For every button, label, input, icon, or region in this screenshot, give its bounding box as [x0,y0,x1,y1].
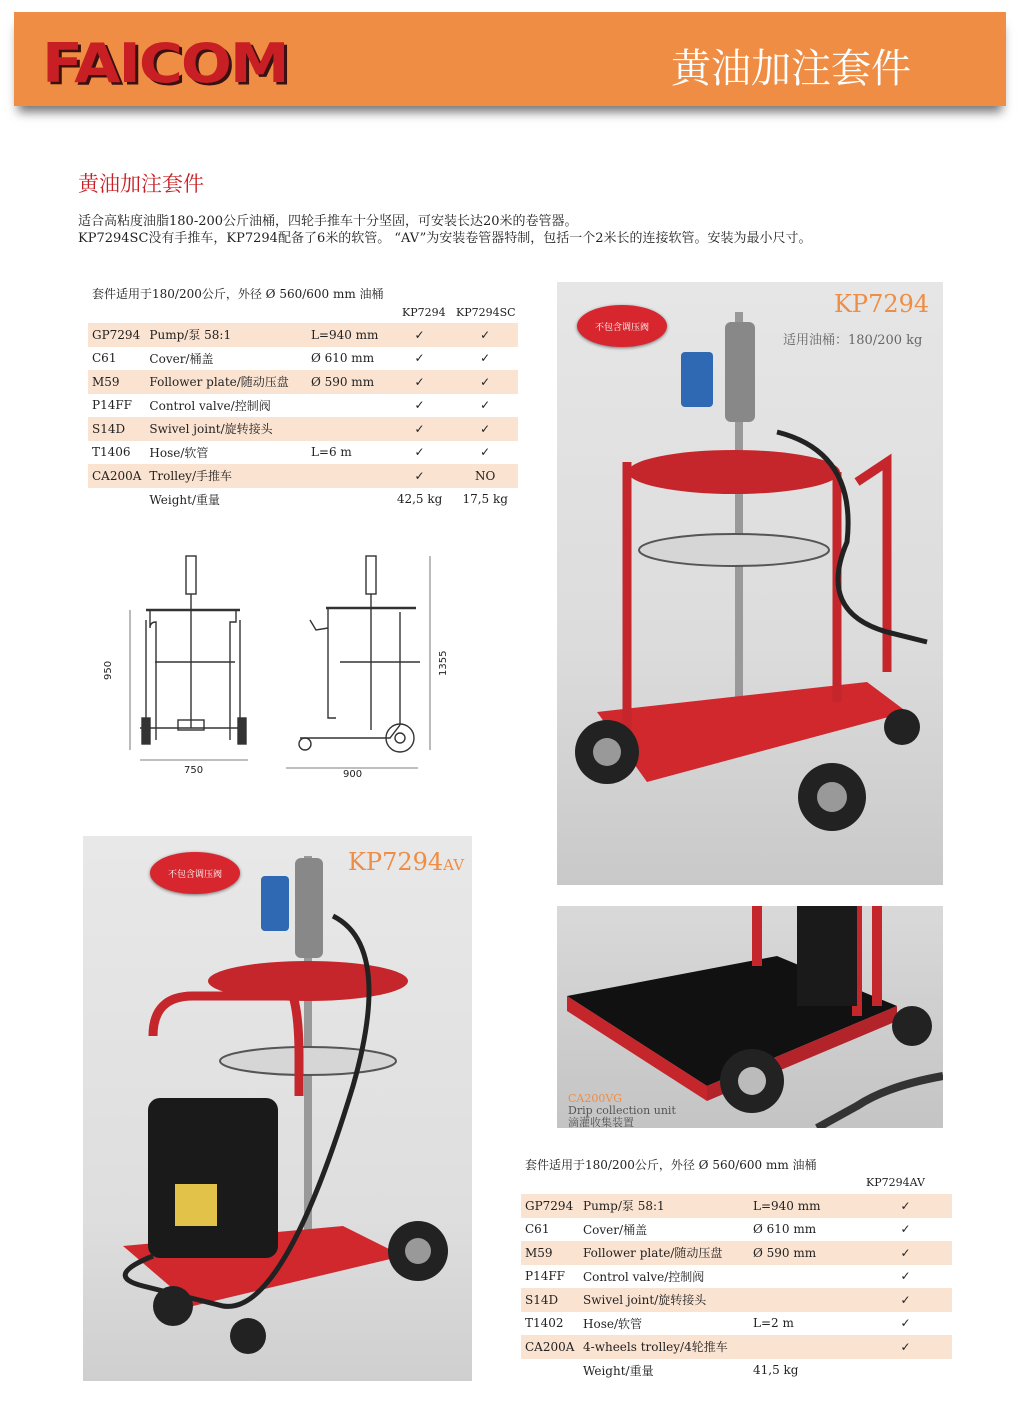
table1-row [88,347,518,371]
table1 [88,323,518,511]
row-spec: Ø 610 mm [310,351,375,366]
row-code: CA200A [88,464,145,488]
row-check-kp7294: ✓ [387,464,453,488]
row-check-kp7294av: ✓ [900,1269,911,1284]
table2-row [521,1218,952,1242]
table1-col-kp7294: KP7294 [402,306,446,319]
table2-row [521,1288,952,1312]
row-check-kp7294sc: ✓ [480,445,491,460]
table2-row [521,1335,952,1359]
row-check-kp7294sc: ✓ [452,417,518,441]
section-title: 黄油加注套件 [78,172,204,196]
row-check-kp7294av: ✓ [859,1194,952,1218]
row-code: GP7294 [88,323,145,347]
row-spec [307,464,387,488]
row-check-kp7294: ✓ [387,370,453,394]
row-check-kp7294av: ✓ [859,1241,952,1265]
photo1-badge: 不包含调压阀 [577,305,667,347]
table2-row [521,1312,952,1336]
row-spec [749,1265,859,1289]
row-check-kp7294sc: ✓ [452,370,518,394]
row-spec: L=2 m [753,1316,794,1331]
table1-row [88,323,518,347]
weight-label: Weight/重量 [149,492,220,507]
row-check-kp7294av: ✓ [900,1316,911,1331]
row-code: T1406 [92,445,131,460]
row-check-kp7294av: ✓ [900,1222,911,1237]
row-check-kp7294: ✓ [414,445,425,460]
row-code: M59 [88,370,145,394]
dim-height-side: 1355 [438,650,449,676]
trolley-kp7294-image [557,282,943,885]
table1-row [88,464,518,488]
weight-blank [307,488,387,512]
row-name: Cover/桶盖 [583,1222,648,1237]
table2-weight-row [521,1359,952,1383]
row-name: 4-wheels trolley/4轮推车 [579,1335,749,1359]
row-spec [749,1335,859,1359]
row-code: C61 [92,351,117,366]
row-code: CA200A [521,1335,579,1359]
row-code: S14D [521,1288,579,1312]
row-code: M59 [521,1241,579,1265]
row-spec: L=940 mm [749,1194,859,1218]
row-spec [307,417,387,441]
row-spec: Ø 590 mm [307,370,387,394]
intro-text [78,213,812,247]
table1-caption: 套件适用于180/200公斤，外径 Ø 560/600 mm 油桶 [92,287,384,301]
row-spec: L=940 mm [307,323,387,347]
row-check-kp7294av: ✓ [859,1288,952,1312]
row-check-kp7294sc: ✓ [452,323,518,347]
table1-weight-row [88,488,518,512]
row-code: C61 [525,1222,550,1237]
row-name: Pump/泵 58:1 [145,323,307,347]
header-title: 黄油加注套件 [671,46,911,92]
photo-kp7294av [83,836,472,1381]
photo3-en: Drip collection unit [568,1104,676,1117]
table2-row [521,1265,952,1289]
photo2-badge: 不包含调压阀 [150,852,240,894]
row-spec: Ø 610 mm [753,1222,817,1237]
photo1-model: KP7294 [834,290,930,318]
side-pump [366,556,376,594]
row-spec [307,394,387,418]
row-name: Follower plate/随动压盘 [579,1241,749,1265]
row-name: Hose/软管 [583,1316,642,1331]
row-name: Swivel joint/旋转接头 [145,417,307,441]
front-pump [186,556,196,594]
dimension-drawing [100,550,460,785]
dim-width-side: 900 [343,769,363,780]
table1-col-kp7294sc: KP7294SC [456,306,516,319]
table2-col-kp7294av: KP7294AV [866,1176,925,1189]
row-code: P14FF [525,1269,565,1284]
photo1-subtitle: 适用油桶：180/200 kg [783,333,923,348]
table2-row [521,1241,952,1265]
row-spec: Ø 590 mm [749,1241,859,1265]
dim-width-front: 750 [184,765,204,776]
table1-row [88,441,518,465]
table2-row [521,1194,952,1218]
weight-blank [521,1359,579,1383]
photo-kp7294 [557,282,943,885]
photo2-model: KP7294 [348,848,444,876]
row-name: Control valve/控制阀 [583,1269,705,1284]
weight-kp7294: 42,5 kg [396,492,443,507]
photo3-cn: 滴灌收集装置 [568,1116,634,1129]
trolley-kp7294av-image [83,836,472,1381]
table1-row [88,394,518,418]
table2-caption: 套件适用于180/200公斤，外径 Ø 560/600 mm 油桶 [525,1158,817,1172]
row-check-kp7294sc: NO [452,464,518,488]
row-code: T1402 [525,1316,564,1331]
photo2-model-suffix: AV [443,856,465,874]
row-name: Pump/泵 58:1 [579,1194,749,1218]
row-check-kp7294: ✓ [387,323,453,347]
dim-height-front: 950 [103,660,114,680]
row-check-kp7294: ✓ [414,398,425,413]
weight-kp7294sc: 17,5 kg [462,492,508,507]
row-check-kp7294sc: ✓ [480,398,491,413]
row-code: GP7294 [521,1194,579,1218]
weight-blank [859,1359,952,1383]
weight-kp7294av: 41,5 kg [753,1363,799,1378]
row-check-kp7294: ✓ [414,351,425,366]
table1-row [88,417,518,441]
row-check-kp7294sc: ✓ [480,351,491,366]
row-name: Cover/桶盖 [149,351,214,366]
row-name: Trolley/手推车 [145,464,307,488]
weight-label: Weight/重量 [583,1363,654,1378]
table1-row [88,370,518,394]
weight-blank [88,488,145,512]
row-spec: L=6 m [310,445,352,460]
row-name: Swivel joint/旋转接头 [579,1288,749,1312]
photo2-model-group [348,848,464,876]
row-code: S14D [88,417,145,441]
row-spec [749,1288,859,1312]
table2 [521,1194,952,1382]
photo3-caption [568,1093,676,1129]
intro-line-2: KP7294SC没有手推车，KP7294配备了6米的软管。 “AV”为安装卷管器特制，包括一个2米长的连接软管。安装为最小尺寸。 [78,231,812,246]
row-name: Control valve/控制阀 [149,398,271,413]
row-check-kp7294av: ✓ [859,1335,952,1359]
photo3-code: CA200VG [568,1092,623,1105]
row-name: Hose/软管 [149,445,209,460]
row-code: P14FF [92,398,132,413]
row-check-kp7294: ✓ [387,417,453,441]
row-name: Follower plate/随动压盘 [145,370,307,394]
faicom-logo: FAICOM [42,32,288,96]
intro-line-1: 适合高粘度油脂180-200公斤油桶，四轮手推车十分坚固，可安装长达20米的卷管器。 [78,214,578,229]
